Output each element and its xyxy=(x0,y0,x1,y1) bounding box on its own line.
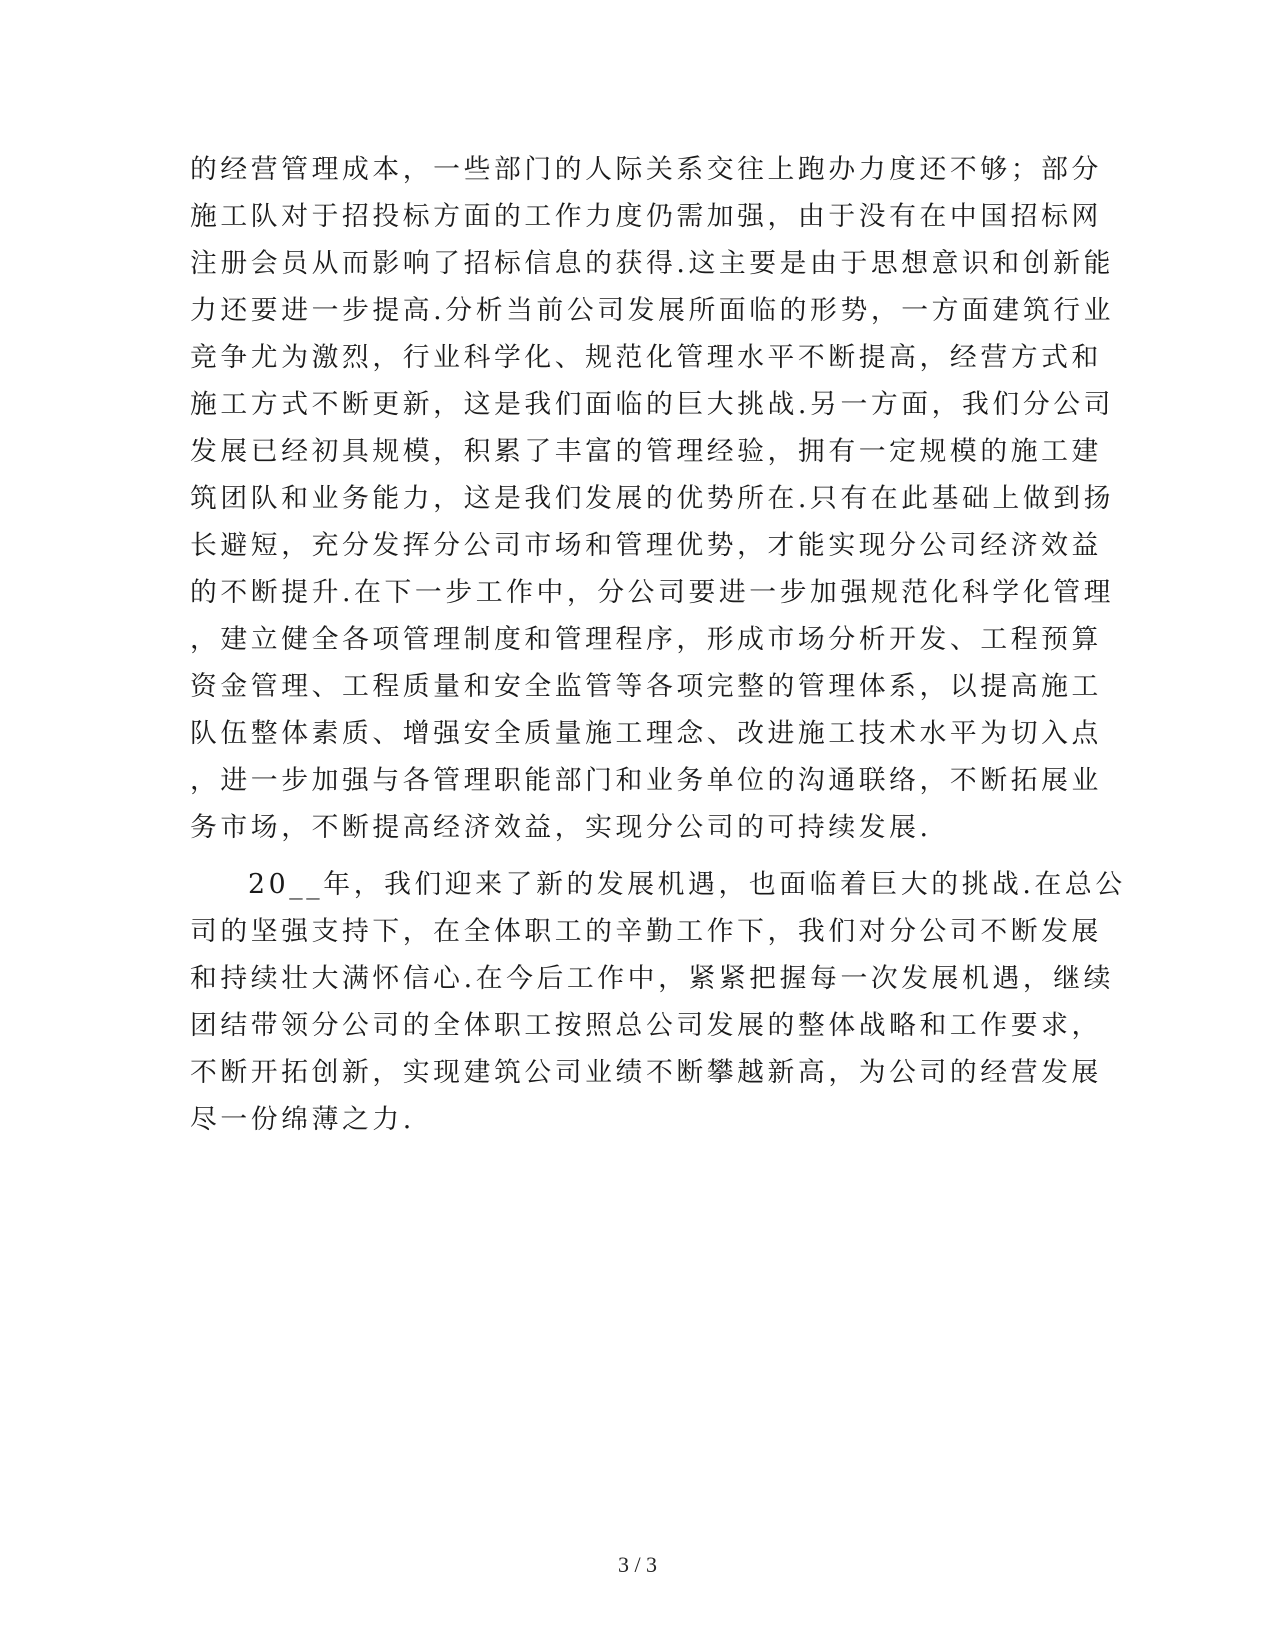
text-line: 20__年，我们迎来了新的发展机遇，也面临着巨大的挑战.在总公 xyxy=(248,869,1126,900)
text-line: 施工队对于招投标方面的工作力度仍需加强，由于没有在中国招标网 xyxy=(190,201,1102,232)
text-line: 竞争尤为激烈，行业科学化、规范化管理水平不断提高，经营方式和 xyxy=(190,342,1102,373)
text-line: ，建立健全各项管理制度和管理程序，形成市场分析开发、工程预算 xyxy=(190,624,1102,655)
text-line: ，进一步加强与各管理职能部门和业务单位的沟通联络，不断拓展业 xyxy=(190,765,1102,796)
paragraph-1 xyxy=(190,146,1115,851)
text-line: 资金管理、工程质量和安全监管等各项完整的管理体系，以提高施工 xyxy=(190,671,1102,702)
text-line: 团结带领分公司的全体职工按照总公司发展的整体战略和工作要求， xyxy=(190,1010,1102,1041)
text-line: 施工方式不断更新，这是我们面临的巨大挑战.另一方面，我们分公司 xyxy=(190,389,1115,420)
paragraph-gap xyxy=(190,851,1090,861)
text-line: 的不断提升.在下一步工作中，分公司要进一步加强规范化科学化管理 xyxy=(190,577,1115,608)
text-line: 和持续壮大满怀信心.在今后工作中，紧紧把握每一次发展机遇，继续 xyxy=(190,963,1115,994)
text-line: 力还要进一步提高.分析当前公司发展所面临的形势，一方面建筑行业 xyxy=(190,295,1115,326)
text-line: 不断开拓创新，实现建筑公司业绩不断攀越新高，为公司的经营发展 xyxy=(190,1057,1102,1088)
text-line: 尽一份绵薄之力. xyxy=(190,1104,415,1135)
text-line: 发展已经初具规模，积累了丰富的管理经验，拥有一定规模的施工建 xyxy=(190,436,1102,467)
paragraph-2 xyxy=(190,861,1126,1143)
text-line: 的经营管理成本，一些部门的人际关系交往上跑办力度还不够；部分 xyxy=(190,154,1102,185)
text-line: 队伍整体素质、增强安全质量施工理念、改进施工技术水平为切入点 xyxy=(190,718,1102,749)
text-line: 长避短，充分发挥分公司市场和管理优势，才能实现分公司经济效益 xyxy=(190,530,1102,561)
body-text xyxy=(190,146,1126,1143)
text-line: 司的坚强支持下，在全体职工的辛勤工作下，我们对分公司不断发展 xyxy=(190,916,1102,947)
text-line: 注册会员从而影响了招标信息的获得.这主要是由于思想意识和创新能 xyxy=(190,248,1115,279)
page-number: 3 / 3 xyxy=(617,1552,658,1577)
text-line: 务市场，不断提高经济效益，实现分公司的可持续发展. xyxy=(190,812,932,843)
text-line: 筑团队和业务能力，这是我们发展的优势所在.只有在此基础上做到扬 xyxy=(190,483,1115,514)
